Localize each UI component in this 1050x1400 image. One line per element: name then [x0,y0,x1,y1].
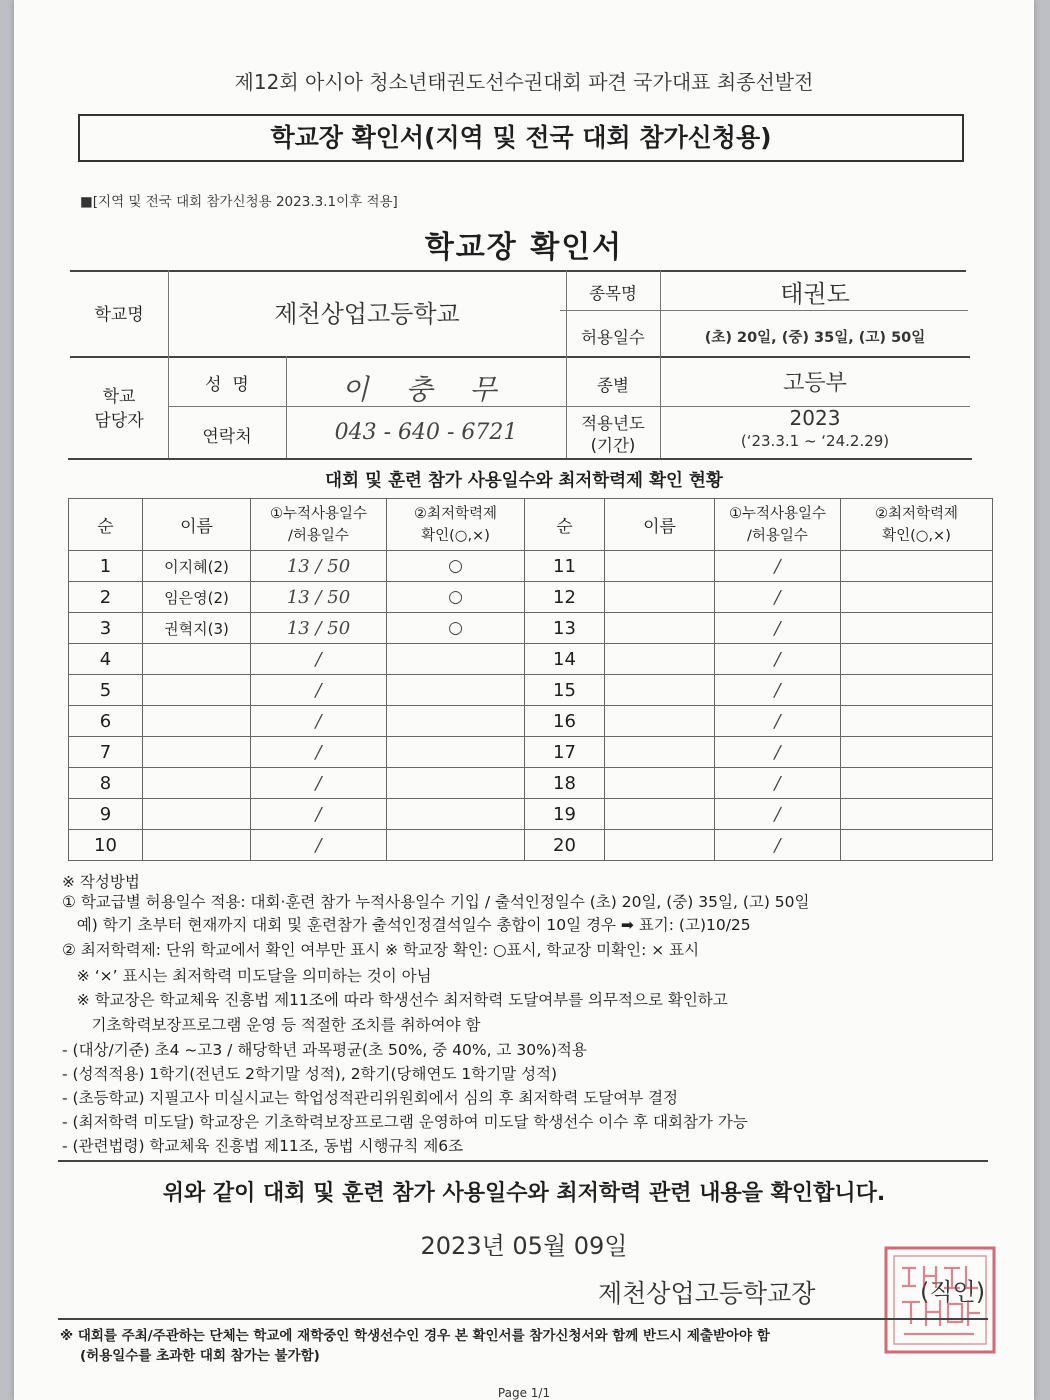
row-name [605,644,715,675]
row-academic-check [841,613,993,644]
staff-label-1: 학교 [102,387,136,407]
period-value: (‘23.3.1 ~ ‘24.2.29) [740,432,890,450]
header-no-2: 순 [525,499,605,551]
row-name: 권혁지(3) [143,613,251,644]
scope-note: ■[지역 및 전국 대회 참가신청용 2023.3.1이후 적용] [80,194,398,210]
row-number: 3 [69,613,143,644]
row-name [143,768,251,799]
header-name-2: 이름 [605,499,715,551]
note-line: - (성적적용) 1학기(전년도 2학기말 성적), 2학기(당해연도 1학기말 성적) [62,1065,558,1083]
row-name [605,830,715,861]
table-row [69,706,993,737]
row-name [605,706,715,737]
row-number: 8 [69,768,143,799]
note-line: ② 최저학력제: 단위 학교에서 확인 여부만 표시 ※ 학교장 확인: ○표시, 학교장 미확인: × 표시 [62,941,700,959]
row-academic-check: ○ [387,582,525,613]
row-days: / [715,768,841,799]
row-name [605,582,715,613]
row-name [143,706,251,737]
row-name [605,675,715,706]
table-header-row [69,499,993,551]
table-row [69,644,993,675]
staff-label-2: 담당자 [94,411,144,431]
row-number: 18 [525,768,605,799]
row-academic-check [387,706,525,737]
confirm-text: 위와 같이 대회 및 훈련 참가 사용일수와 최저학력 관련 내용을 확인합니다. [162,1181,886,1206]
table-row [69,830,993,861]
note-line: - (초등학교) 지필고사 미실시교는 학업성적관리위원회에서 심의 후 최저학력 도달여부 결정 [62,1089,679,1107]
row-days: / [715,830,841,861]
row-academic-check [841,799,993,830]
note-line: ※ ‘×’ 표시는 최저학력 미도달을 의미하는 것이 아님 [62,967,432,985]
note-line: ※ 학교장은 학교체육 진흥법 제11조에 따라 학생선수 최저학력 도달여부를 의무적으로 확인하고 [62,991,728,1009]
row-number: 11 [525,551,605,582]
row-number: 16 [525,706,605,737]
sport-label: 종목명 [589,284,637,303]
contact-label: 연락처 [202,427,252,447]
table-row [69,737,993,768]
row-academic-check [387,799,525,830]
row-number: 15 [525,675,605,706]
contact-value: 043 - 640 - 6721 [334,420,518,445]
row-days: / [715,613,841,644]
row-academic-check: ○ [387,613,525,644]
row-days: / [251,706,387,737]
header-days: ①누적사용일수 /허용일수 [251,499,387,551]
name-label: 성 명 [205,375,249,395]
row-name: 임은영(2) [143,582,251,613]
row-days: / [715,737,841,768]
row-academic-check [841,768,993,799]
note-line: - (대상/기준) 초4 ~고3 / 해당학년 과목평균(초 50%, 중 40%, 고 30%)적용 [62,1041,587,1059]
row-days: / [715,799,841,830]
official-seal-icon [880,1240,1002,1360]
school-value: 제천상업고등학교 [274,300,460,328]
row-academic-check [387,737,525,768]
note-line: ① 학교급별 허용일수 적용: 대회·훈련 참가 누적사용일수 기입 / 출석인정일수 (초) 20일, (중) 35일, (고) 50일 [62,893,810,911]
row-number: 10 [69,830,143,861]
header-acad: ②최저학력제 확인(○,×) [387,499,525,551]
row-number: 7 [69,737,143,768]
row-days: / [715,675,841,706]
year-label-1: 적용년도 [581,414,645,433]
row-academic-check [841,830,993,861]
row-days: / [715,551,841,582]
row-name [605,737,715,768]
box-title: 학교장 확인서(지역 및 전국 대회 참가신청용) [78,114,964,162]
row-academic-check [841,706,993,737]
footer-note-2: (허용일수를 초과한 대회 참가는 불가함) [80,1348,320,1364]
row-number: 9 [69,799,143,830]
row-name [143,737,251,768]
row-name [605,799,715,830]
table-row [69,613,993,644]
row-academic-check [387,830,525,861]
page-label: Page 1/1 [497,1386,551,1400]
division-label: 종별 [597,376,629,395]
row-academic-check [841,551,993,582]
row-name [605,613,715,644]
row-number: 4 [69,644,143,675]
contact-name-value: 이 충 무 [341,373,511,406]
note-line: 예) 학기 초부터 현재까지 대회 및 훈련참가 출석인정결석일수 총합이 10일 경우 ➡ 표기: (고)10/25 [62,916,751,934]
table-row [69,799,993,830]
allowed-label: 허용일수 [581,328,645,347]
note-line: ※ 작성방법 [62,873,140,891]
doc-title: 학교장 확인서 [424,230,624,265]
row-academic-check [387,644,525,675]
header-days-2: ①누적사용일수 /허용일수 [715,499,841,551]
school-label: 학교명 [94,305,144,325]
row-days: / [251,675,387,706]
date-text: 2023년 05월 09일 [420,1232,628,1260]
table-row [69,675,993,706]
row-number: 2 [69,582,143,613]
sport-value: 태권도 [780,280,850,308]
table-row [69,768,993,799]
table-row [69,582,993,613]
row-name [143,644,251,675]
document-page [14,0,1034,1400]
event-title: 제12회 아시아 청소년태권도선수권대회 파견 국가대표 최종선발전 [234,70,814,94]
row-name [143,675,251,706]
row-name [605,768,715,799]
allowed-value: (초) 20일, (중) 35일, (고) 50일 [704,330,926,346]
row-days: 13 / 50 [251,613,387,644]
row-days: / [251,830,387,861]
row-days: / [251,644,387,675]
footer-note-1: ※ 대회를 주최/주관하는 단체는 학교에 재학중인 학생선수인 경우 본 확인서를 참가신청서와 함께 반드시 제출받아야 함 [60,1328,770,1344]
row-academic-check: ○ [387,551,525,582]
row-name [143,799,251,830]
row-number: 20 [525,830,605,861]
note-line: 기초학력보장프로그램 운영 등 적절한 조치를 취하여야 함 [62,1016,481,1034]
row-academic-check [841,675,993,706]
row-days: / [251,799,387,830]
row-academic-check [841,582,993,613]
row-days: / [715,644,841,675]
row-number: 17 [525,737,605,768]
row-days: 13 / 50 [251,582,387,613]
header-no: 순 [69,499,143,551]
row-number: 14 [525,644,605,675]
division-value: 고등부 [783,371,847,396]
row-name: 이지혜(2) [143,551,251,582]
row-number: 5 [69,675,143,706]
row-number: 1 [69,551,143,582]
row-number: 13 [525,613,605,644]
row-days: / [715,706,841,737]
year-label-2: (기간) [590,436,636,455]
year-value: 2023 [789,406,841,430]
row-number: 19 [525,799,605,830]
seal-label: (직인) [920,1278,986,1306]
note-line: - (관련법령) 학교체육 진흥법 제11조, 동법 시행규칙 제6조 [62,1137,464,1155]
row-name [605,551,715,582]
row-days: / [251,737,387,768]
row-name [143,830,251,861]
note-line: - (최저학력 미도달) 학교장은 기초학력보장프로그램 운영하여 미도달 학생선수 이수 후 대회참가 가능 [62,1113,748,1131]
header-acad-2: ②최저학력제 확인(○,×) [841,499,993,551]
table-row [69,551,993,582]
header-name: 이름 [143,499,251,551]
row-number: 6 [69,706,143,737]
row-academic-check [387,768,525,799]
row-academic-check [841,737,993,768]
row-days: 13 / 50 [251,551,387,582]
principal-name: 제천상업고등학교장 [598,1279,816,1308]
status-table [68,498,993,861]
row-number: 12 [525,582,605,613]
row-days: / [251,768,387,799]
row-academic-check [387,675,525,706]
row-academic-check [841,644,993,675]
status-table-body [69,551,993,861]
status-heading: 대회 및 훈련 참가 사용일수와 최저학력제 확인 현황 [325,471,723,491]
row-days: / [715,582,841,613]
